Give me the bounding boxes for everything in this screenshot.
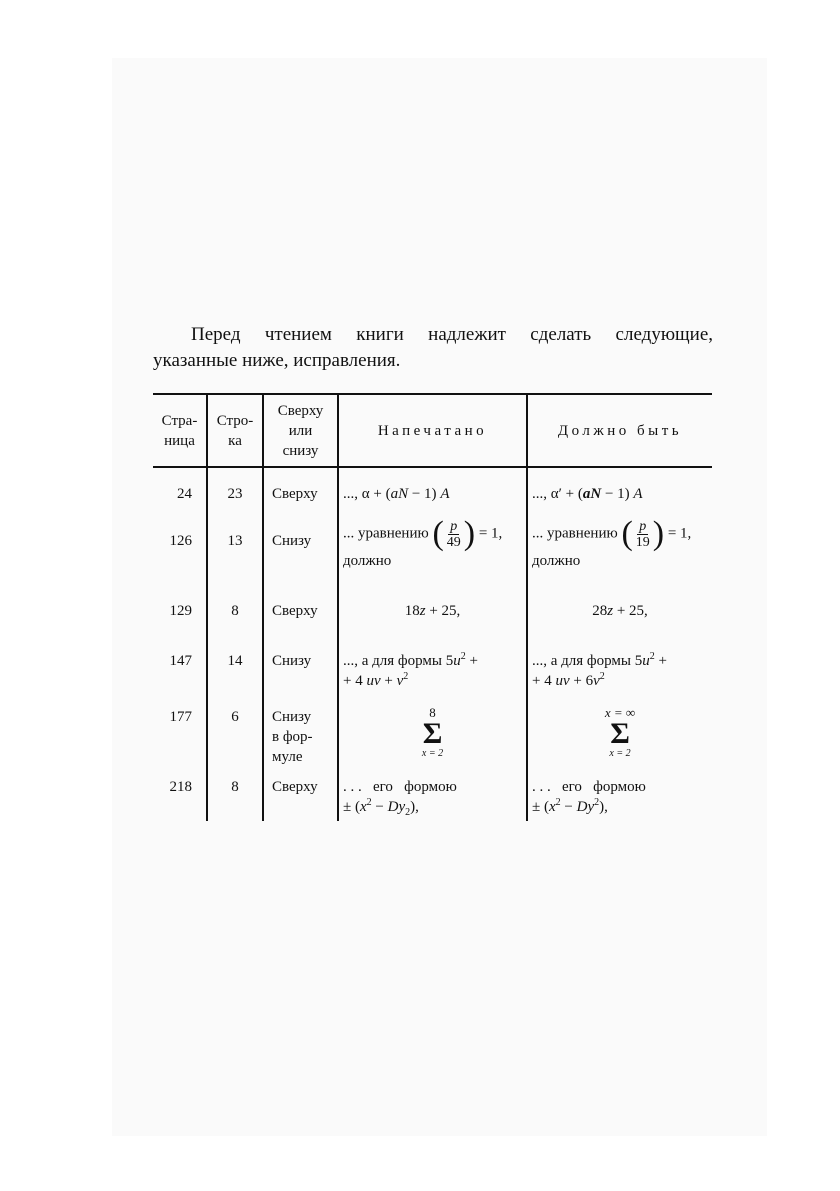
printed-text: − <box>371 799 388 815</box>
printed-text: + <box>380 673 397 689</box>
printed-math: u <box>453 653 461 669</box>
cell-line: 8 <box>207 591 263 633</box>
cell-page: 126 <box>169 533 192 549</box>
header-row <box>153 394 712 467</box>
cell-line: 23 <box>207 467 263 509</box>
correct-math: v <box>593 673 600 689</box>
header-loc-c: снизу <box>282 442 319 459</box>
intro-line-1: Перед чтением книги надлежит сделать следующие, <box>191 324 713 345</box>
header-page <box>153 394 207 467</box>
printed-math: aN <box>390 486 409 502</box>
printed-exponent: 2 <box>366 797 372 808</box>
correct-text: ..., α′ + ( <box>532 486 583 502</box>
header-page-b: ница <box>164 432 195 449</box>
cell-correct <box>527 699 712 767</box>
sigma-symbol: Σ <box>422 717 443 750</box>
correct-text: − 1) <box>601 486 634 502</box>
cell-page: 218 <box>169 779 192 795</box>
cell-printed: ... уравнению ( $\frac{p}{49}$ ) = 1, должно <box>338 509 527 591</box>
printed-text: + 25, <box>425 603 461 619</box>
correct-text: − <box>560 799 577 815</box>
correct-exponent: 2 <box>594 797 600 808</box>
printed-math: x <box>359 799 367 815</box>
correct-text: . . . его формою <box>532 779 646 795</box>
cell-printed <box>338 467 527 509</box>
table-row <box>153 633 712 699</box>
correct-exponent: 2 <box>555 797 561 808</box>
correct-math: uv <box>555 673 570 689</box>
correct-text: ... уравнению <box>532 525 622 542</box>
correct-text: + 6 <box>569 673 594 689</box>
cell-page: 24 <box>177 486 192 502</box>
sum-lower-limit: x = 2 <box>421 748 444 759</box>
correct-text: ..., а для формы 5 <box>532 653 643 669</box>
correct-text: = 1, <box>664 525 692 542</box>
header-printed: Напечатано <box>338 394 527 467</box>
table-row <box>153 467 712 509</box>
table-row <box>153 767 712 821</box>
correct-math: z <box>607 603 614 619</box>
header-loc-a: Сверху <box>277 402 324 419</box>
fraction-numerator: p <box>639 518 647 534</box>
table-row <box>153 591 712 633</box>
correct-exponent: 2 <box>649 651 655 662</box>
header-line <box>207 394 263 467</box>
cell-line: 6 <box>207 699 263 767</box>
cell-line: 13 <box>207 509 263 591</box>
correct-text: ± ( <box>532 799 549 815</box>
cell-page: 129 <box>169 603 192 619</box>
header-loc-b: или <box>288 422 313 439</box>
printed-text: + 4 <box>343 673 363 689</box>
correct-text: + 4 <box>532 673 552 689</box>
printed-text: + <box>465 653 478 669</box>
cell-correct <box>527 633 712 699</box>
sum-lower-limit: x = 2 <box>609 748 631 759</box>
printed-math: uv <box>366 673 381 689</box>
printed-subscript: 2 <box>405 807 411 818</box>
correct-math: A <box>633 486 643 502</box>
errata-table <box>153 393 712 821</box>
table-row <box>153 699 712 767</box>
correct-exponent: 2 <box>599 671 605 682</box>
cell-printed <box>338 767 527 821</box>
fraction <box>445 519 463 550</box>
location-line: в фор- <box>272 729 313 745</box>
fraction-numerator: p <box>450 518 458 534</box>
sum-expression <box>422 706 443 759</box>
printed-text: ± ( <box>343 799 360 815</box>
cell-line: 14 <box>207 633 263 699</box>
location-line: муле <box>272 749 303 765</box>
printed-text: ), <box>410 799 419 815</box>
printed-text: ... уравнению <box>343 525 433 542</box>
correct-text: должно <box>532 553 581 569</box>
printed-math: v <box>396 673 404 689</box>
cell-location: Снизу <box>263 633 338 699</box>
printed-text: − 1) <box>408 486 441 502</box>
correct-text: + 25, <box>613 603 648 619</box>
printed-exponent: 2 <box>403 671 409 682</box>
printed-text: ..., а для формы 5 <box>343 653 454 669</box>
printed-text: должно <box>343 553 392 569</box>
cell-printed <box>338 699 527 767</box>
cell-correct <box>527 467 712 509</box>
sum-upper-limit: x = ∞ <box>604 705 636 720</box>
correct-text: 28 <box>592 603 608 619</box>
cell-page: 177 <box>169 709 192 725</box>
fraction-denominator: 49 <box>446 534 461 550</box>
correct-math: x <box>548 799 556 815</box>
printed-text: 18 <box>404 603 420 619</box>
header-location <box>263 394 338 467</box>
cell-correct <box>527 591 712 633</box>
fraction <box>634 519 652 550</box>
cell-location: Снизу <box>263 509 338 591</box>
correct-math: aN <box>582 486 602 502</box>
header-correct: Должно быть <box>527 394 712 467</box>
header-line-a: Стро- <box>216 412 254 429</box>
intro-line-2: указанные ниже, исправления. <box>153 350 401 371</box>
correct-math: u <box>642 653 650 669</box>
cell-location: Сверху <box>263 467 338 509</box>
correct-math: Dy <box>576 799 595 815</box>
printed-text: ..., α + ( <box>343 486 391 502</box>
correct-text: + <box>654 653 667 669</box>
header-line-b: ка <box>228 432 242 449</box>
cell-location <box>263 699 338 767</box>
sum-upper-limit: 8 <box>429 705 436 720</box>
cell-correct <box>527 767 712 821</box>
cell-printed <box>338 633 527 699</box>
cell-printed <box>338 591 527 633</box>
sigma-symbol: Σ <box>610 717 630 750</box>
cell-page: 147 <box>169 653 192 669</box>
printed-text: = 1, <box>475 525 503 542</box>
cell-location: Сверху <box>263 767 338 821</box>
fraction-denominator: 19 <box>635 534 650 550</box>
intro-paragraph <box>153 322 713 374</box>
sum-expression <box>605 706 635 759</box>
correct-text: ), <box>599 799 608 815</box>
printed-exponent: 2 <box>460 651 466 662</box>
location-line: Снизу <box>272 709 312 725</box>
table-row <box>153 509 712 591</box>
cell-line: 8 <box>207 767 263 821</box>
header-page-a: Стра- <box>161 412 198 429</box>
printed-text: . . . его формою <box>343 779 457 795</box>
printed-math: z <box>419 603 426 619</box>
cell-correct: ... уравнению ( $\frac{p}{19}$ ) = 1, должно <box>527 509 712 591</box>
printed-math: A <box>440 486 450 502</box>
printed-math: Dy <box>387 799 406 815</box>
cell-location: Сверху <box>263 591 338 633</box>
